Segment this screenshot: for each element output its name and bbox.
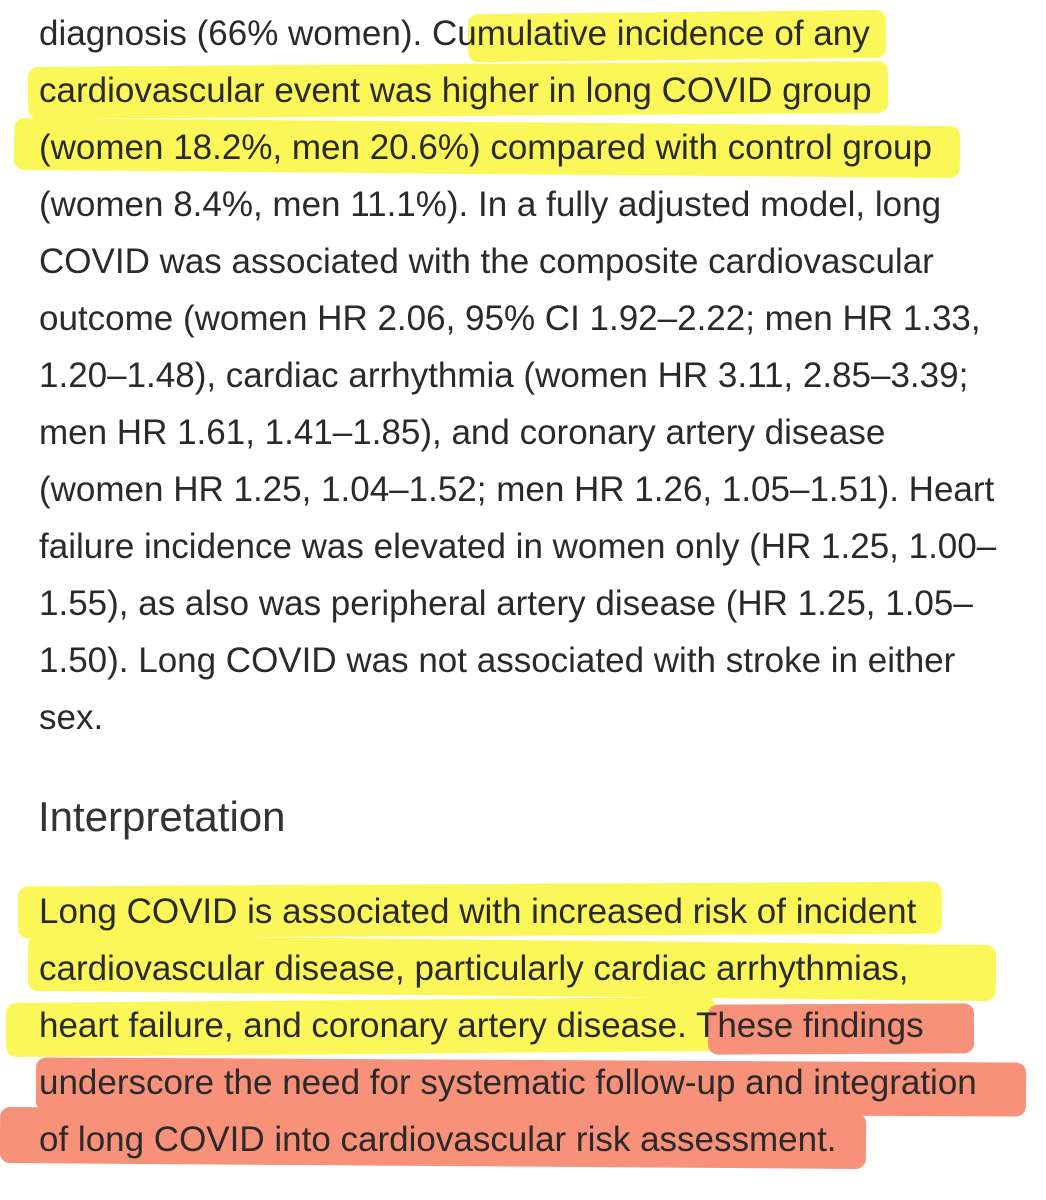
text-span: (women 8.4%, men 11.1%). In a fully adjusted model, long <box>39 185 942 224</box>
highlighted-text-span: These findings <box>695 1006 924 1045</box>
highlighted-text-span: underscore the need for systematic follow-up and integration <box>39 1063 977 1102</box>
highlighted-text-span: Long COVID is associated with increased risk of incident <box>39 892 917 931</box>
highlighted-text-span: cardiovascular event was higher in long COVID group <box>39 71 872 110</box>
highlighted-text-span: of long COVID into cardiovascular risk assessment. <box>39 1120 837 1159</box>
text-span: COVID was associated with the composite cardiovascular <box>39 242 934 281</box>
section-heading: Interpretation <box>38 793 286 840</box>
text-span: diagnosis (66% women). C <box>39 14 458 53</box>
text-line <box>39 468 994 512</box>
text-line <box>39 1061 977 1105</box>
highlighted-text-span: heart failure, and coronary artery disease. <box>39 1006 696 1045</box>
text-line <box>39 297 981 341</box>
text-line <box>39 69 872 113</box>
text-line <box>39 890 916 934</box>
text-span: 1.20–1.48), cardiac arrhythmia (women HR 3.11, 2.85–3.39; <box>39 356 969 395</box>
highlighted-text-span: cardiovascular disease, particularly cardiac arrhythmias, <box>39 949 909 988</box>
text-span: men HR 1.61, 1.41–1.85), and coronary artery disease <box>39 413 886 452</box>
text-span: 1.50). Long COVID was not associated with stroke in either <box>39 641 956 680</box>
text-line <box>39 696 103 740</box>
text-line <box>39 183 941 227</box>
text-line <box>39 947 909 991</box>
text-line <box>39 354 968 398</box>
text-span: failure incidence was elevated in women only (HR 1.25, 1.00– <box>39 527 997 566</box>
text-line <box>39 1004 924 1048</box>
text-span: sex. <box>39 698 104 737</box>
text-line <box>39 582 973 626</box>
highlighted-text-span: (women 18.2%, men 20.6%) compared with control group <box>39 128 932 167</box>
text-span: outcome (women HR 2.06, 95% CI 1.92–2.22; men HR 1.33, <box>39 299 981 338</box>
text-line <box>39 1118 837 1162</box>
text-line <box>39 240 934 284</box>
text-span: 1.55), as also was peripheral artery disease (HR 1.25, 1.05– <box>39 584 973 623</box>
text-line <box>39 12 870 56</box>
text-line <box>39 126 932 170</box>
text-line <box>39 525 996 569</box>
text-line <box>39 639 955 683</box>
highlighted-text-span: umulative incidence of any <box>457 14 870 53</box>
text-span: (women HR 1.25, 1.04–1.52; men HR 1.26, 1.05–1.51). Heart <box>39 470 995 509</box>
text-line <box>39 411 885 455</box>
